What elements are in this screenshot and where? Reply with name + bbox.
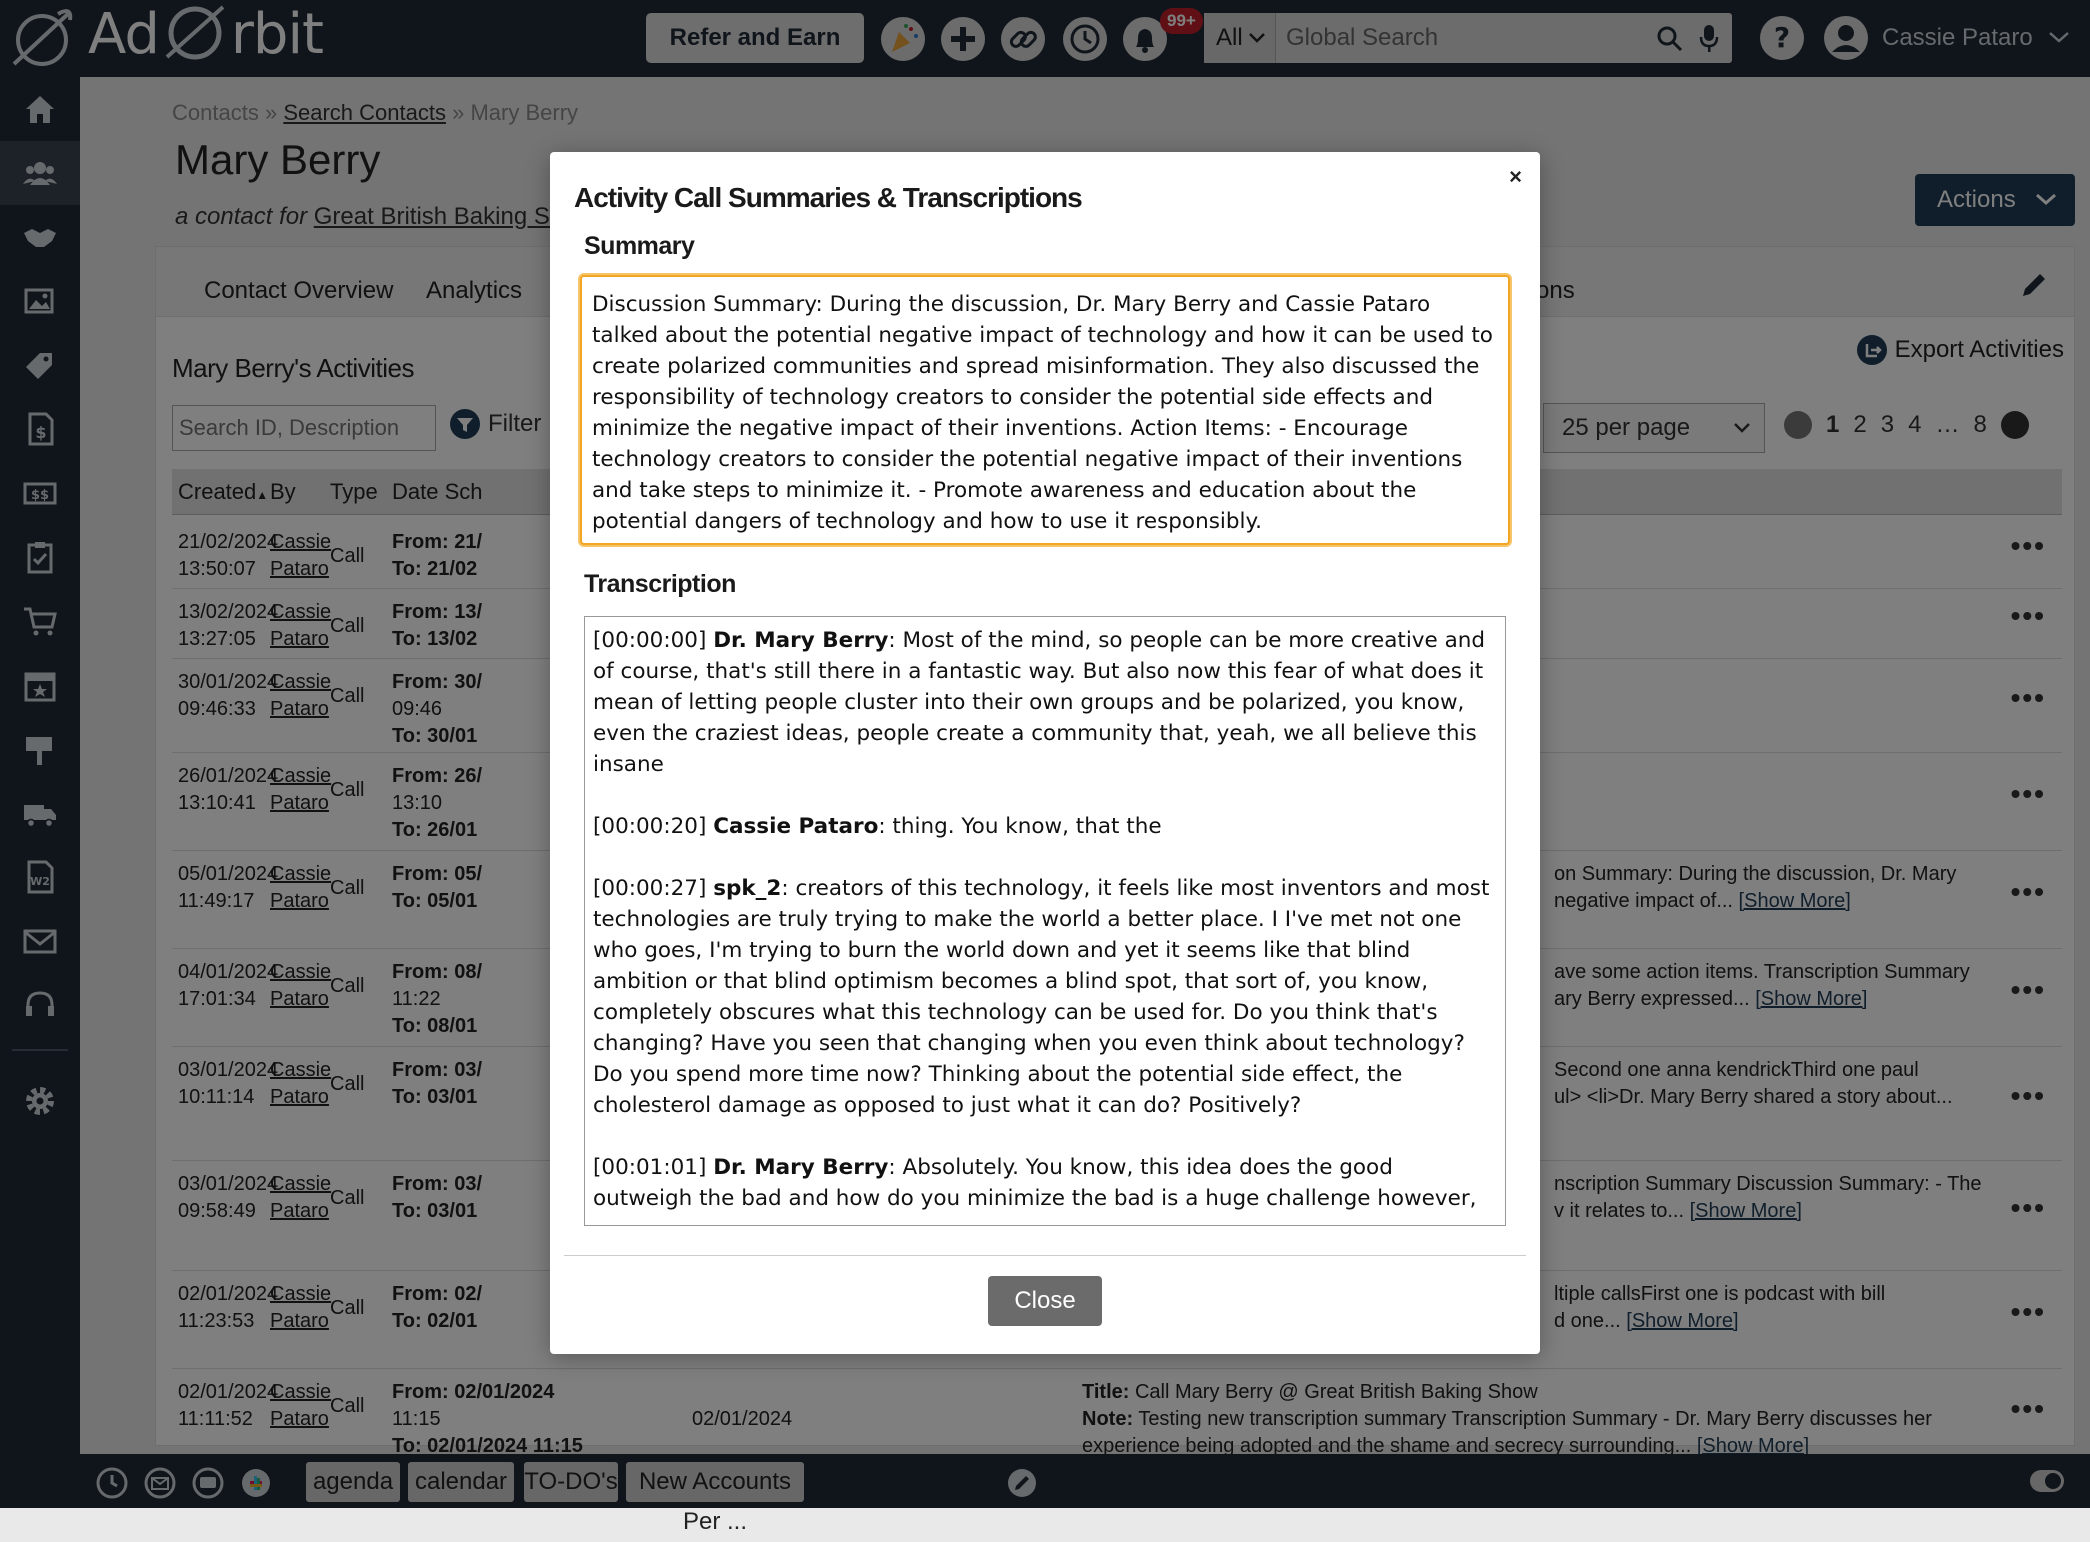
transcript-text: : thing. You know, that the xyxy=(878,814,1162,839)
transcription-panel[interactable] xyxy=(584,616,1506,1226)
transcript-text: : Absolutely. You know, this idea does the good outweigh the bad and how do you minimize the bad is a huge challenge however, xyxy=(593,1155,1477,1211)
transcription-label: Transcription xyxy=(584,570,736,598)
transcript-speaker: Cassie Pataro xyxy=(713,814,879,839)
transcript-text: : creators of this technology, it feels like most inventors and most technologies are truly trying to make the world a better place. I I've met not one who goes, I'm trying to burn the world down and yet it seems like that blind ambition or that blind optimism becomes a blind spot, that sort of, you know, completely obscures what this technology can be used for. Do you think that's changing? Have you seen that changing when you even think about technology? Do you spend more time now? Thinking about the potential side effect, the cholesterol damage as opposed to just what it can do? Positively? xyxy=(593,876,1490,1118)
modal-title: Activity Call Summaries & Transcriptions xyxy=(574,182,1082,213)
transcript-timestamp: [00:00:00] xyxy=(593,628,707,653)
modal-divider xyxy=(564,1255,1526,1256)
close-button[interactable]: Close xyxy=(988,1276,1102,1326)
transcript-text: : Most of the mind, so people can be more creative and of course, that's still there in a fantastic way. But also now this fear of what does it mean of letting people cluster into their own groups and be polarized, you know, even the craziest ideas, people create a community that, yeah, we all believe this insane xyxy=(593,628,1486,777)
transcript-segment xyxy=(593,873,1497,1121)
transcript-segment xyxy=(593,811,1497,842)
bottom-tab[interactable]: Per ... xyxy=(626,1462,804,1502)
transcript-speaker: Dr. Mary Berry xyxy=(713,1155,889,1180)
transcript-timestamp: [00:00:20] xyxy=(593,814,707,839)
modal-close-icon[interactable]: × xyxy=(1509,164,1522,189)
transcript-speaker: Dr. Mary Berry xyxy=(713,628,889,653)
summary-label: Summary xyxy=(584,232,695,260)
summary-textarea[interactable]: Discussion Summary: During the discussion, Dr. Mary Berry and Cassie Pataro talked about the potential negative impact of technology and how it can be used to create polarized communities and spread misinformation. They also discussed the responsibility of technology creators to consider the potential side effects and minimize the negative impact of their inventions. Action Items: - Encourage technology creators to consider the potential negative impact of their inventions and take steps to minimize it. - Promote awareness and education about the potential dangers of technology and how to use it responsibly. xyxy=(580,275,1510,545)
transcript-timestamp: [00:01:01] xyxy=(593,1155,707,1180)
transcript-timestamp: [00:00:27] xyxy=(593,876,707,901)
call-summary-modal xyxy=(550,152,1540,1354)
transcript-speaker: spk_2 xyxy=(713,876,782,901)
transcript-segment xyxy=(593,1152,1497,1214)
transcript-segment xyxy=(593,625,1497,780)
